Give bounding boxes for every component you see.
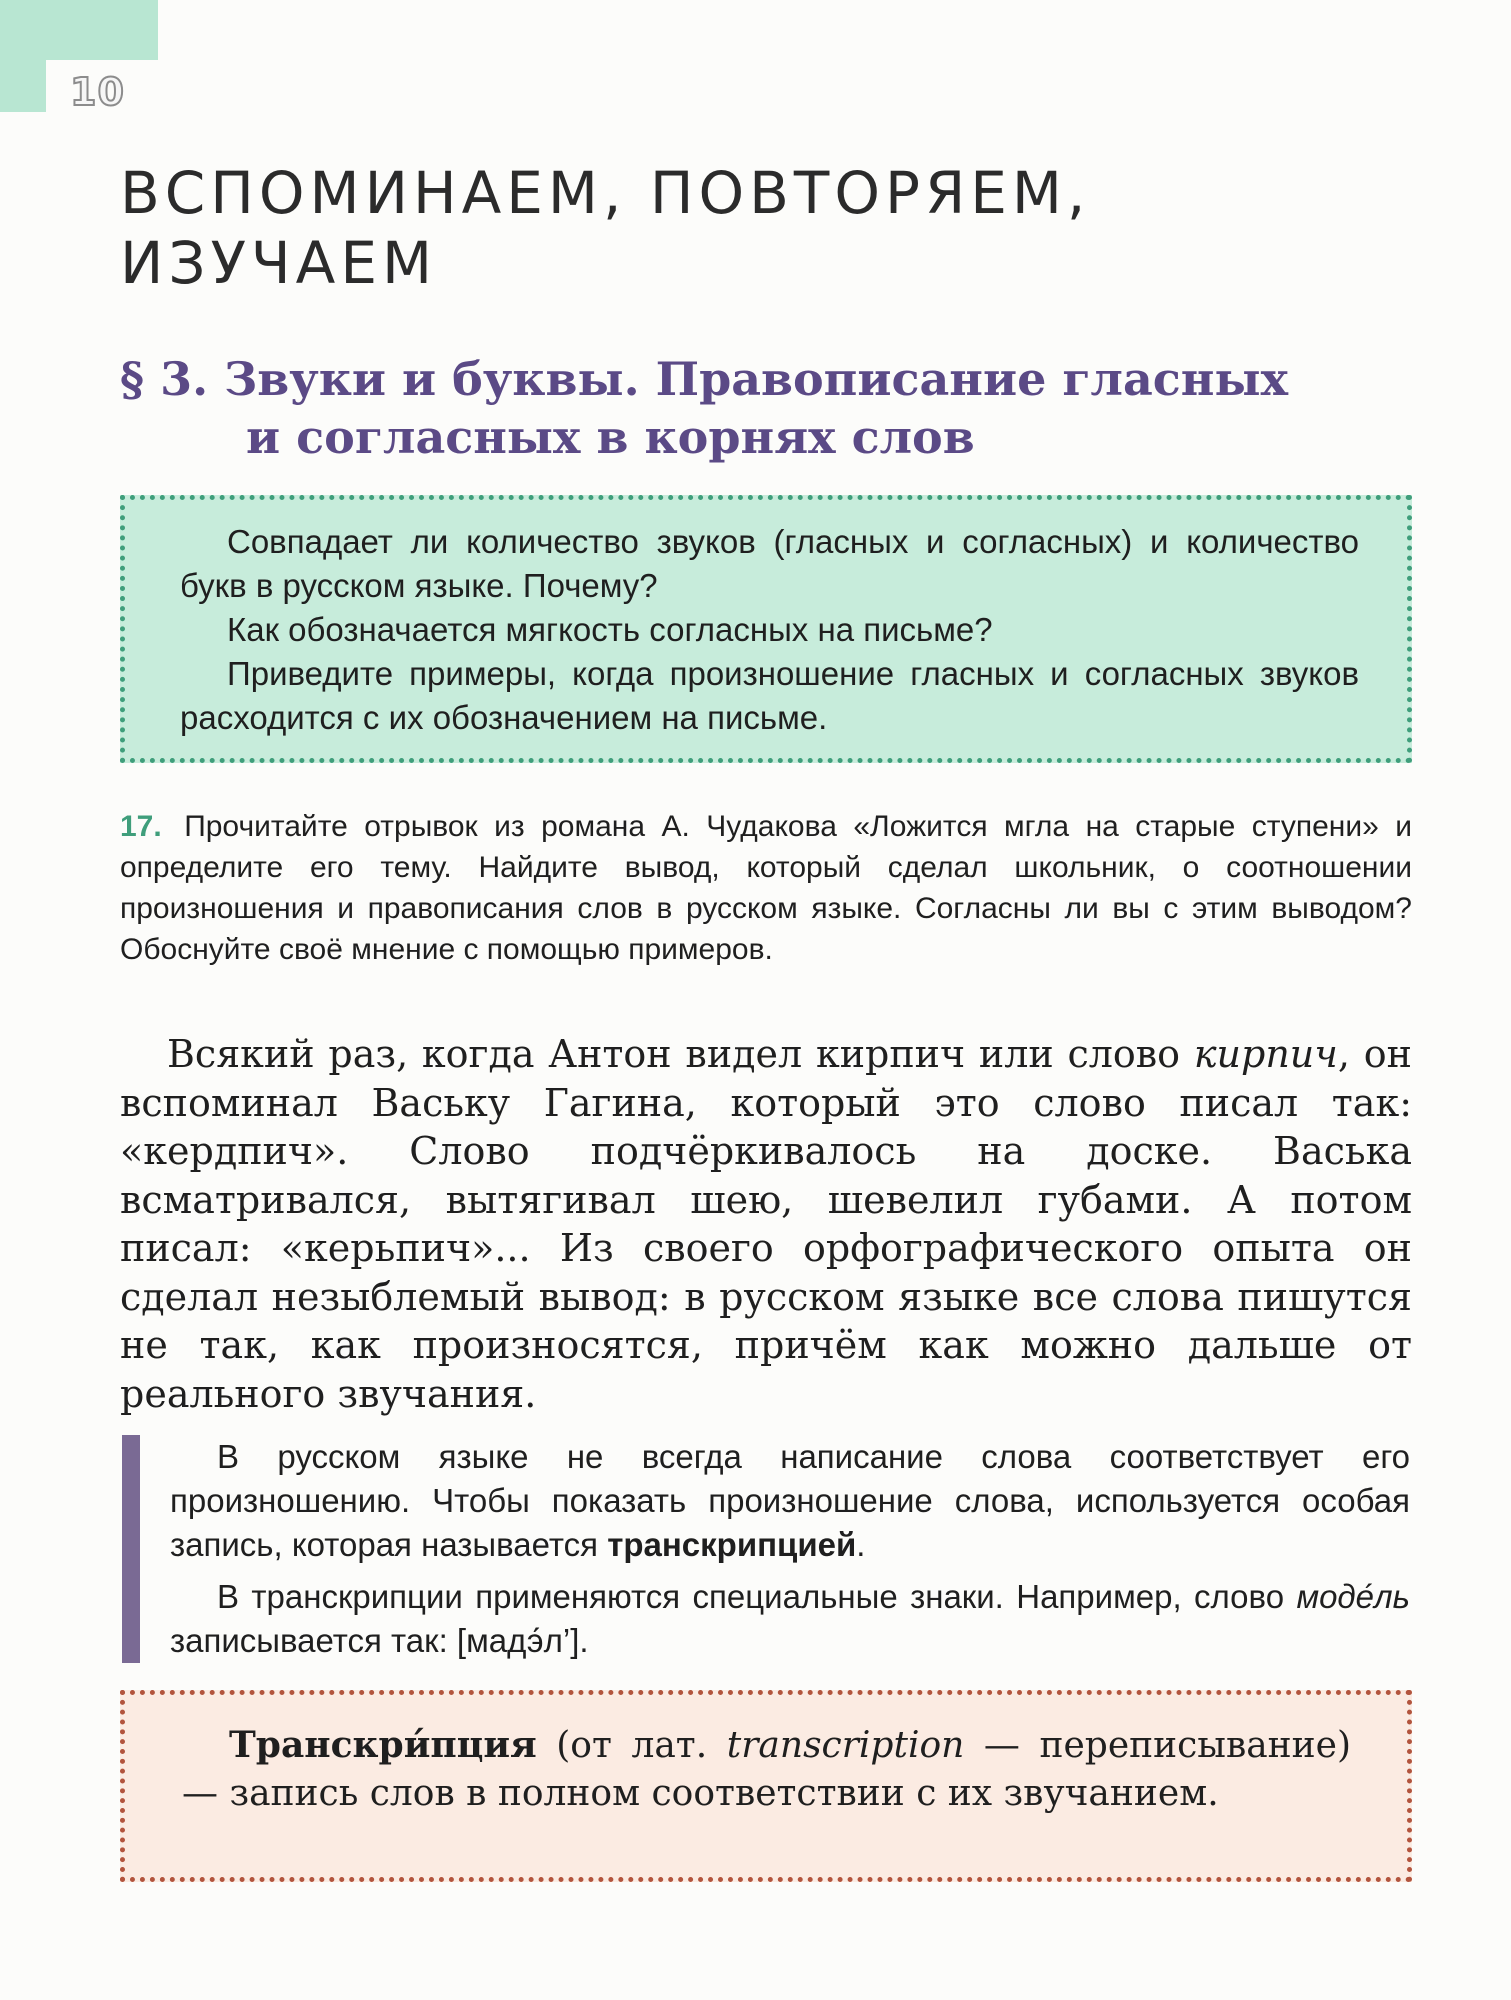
- chapter-title: ВСПОМИНАЕМ, ПОВТОРЯЕМ, ИЗУЧАЕМ: [120, 159, 1091, 297]
- page-corner-tab: [0, 0, 158, 60]
- rule-text: [170, 1435, 1410, 1671]
- section-heading-line2: и согласных в корнях слов: [246, 410, 975, 464]
- excerpt-part2: , он вспоминал Ваську Гагина, который это слово писал так: «кердпич». Слово подчёркивалось на доске. Васька всматривался, вытягивал шею, шевелил губами. А потом писал: «керьпич»... Из своего орфографического опыта он сделал незыблемый вывод: в русском языке все слова пишутся не так, как произносятся, причём как можно дальше от реального звучания.: [120, 1032, 1412, 1416]
- exercise-text: Прочитайте отрывок из романа А. Чудакова «Ложится мгла на старые ступени» и определите его тему. Найдите вывод, который сделал школьник, о соотношении произношения и правописания слов в русском языке. Согласны ли вы с этим выводом? Обоснуйте своё мнение с помощью примеров.: [120, 810, 1412, 966]
- definition-box: [120, 1690, 1412, 1882]
- rule-p2-text: В транскрипции применяются специальные знаки. Например, слово: [217, 1578, 1297, 1615]
- rule-p1-end: .: [856, 1526, 866, 1563]
- definition-latin-word: transcription: [726, 1725, 965, 1766]
- questions-box: [120, 495, 1412, 763]
- section-heading: [120, 350, 1420, 466]
- rule-block: [122, 1435, 1414, 1663]
- question-3: Приведите примеры, когда произношение гласных и согласных звуков расходится с их обозначением на письме.: [180, 655, 1359, 736]
- rule-term-bold: транскрипцией: [607, 1526, 857, 1563]
- exercise-17: [120, 806, 1412, 970]
- rule-example-word: моде́ль: [1296, 1578, 1410, 1615]
- rule-paragraph-1: [170, 1435, 1410, 1567]
- rule-accent-bar: [122, 1435, 140, 1663]
- rule-paragraph-2: [170, 1575, 1410, 1663]
- rule-p2-end: записывается так: [мадэ́л’].: [170, 1622, 589, 1659]
- rule-p1-text: В русском языке не всегда написание слова соответствует его произношению. Чтобы показать произношение слова, используется особая запись, которая называется: [170, 1438, 1410, 1563]
- definition-term: Транскри́пция: [229, 1724, 537, 1766]
- excerpt-italic-word: кирпич: [1193, 1032, 1338, 1076]
- novel-excerpt: [120, 1030, 1412, 1418]
- excerpt-part1: Всякий раз, когда Антон видел кирпич или слово: [167, 1032, 1194, 1076]
- page-number: 10: [70, 70, 125, 114]
- page-corner-tab-stub: [0, 60, 46, 112]
- definition-pre-latin: (от лат.: [536, 1725, 727, 1766]
- question-1: Совпадает ли количество звуков (гласных и согласных) и количество букв в русском языке. Почему?: [180, 523, 1359, 604]
- definition-text: [182, 1721, 1351, 1818]
- question-2: Как обозначается мягкость согласных на письме?: [227, 611, 993, 648]
- section-heading-line1: § 3. Звуки и буквы. Правописание гласных: [120, 352, 1288, 406]
- exercise-number: 17.: [120, 810, 162, 843]
- definition-rest: — переписывание) — запись слов в полном соответствии с их звучанием.: [182, 1725, 1352, 1814]
